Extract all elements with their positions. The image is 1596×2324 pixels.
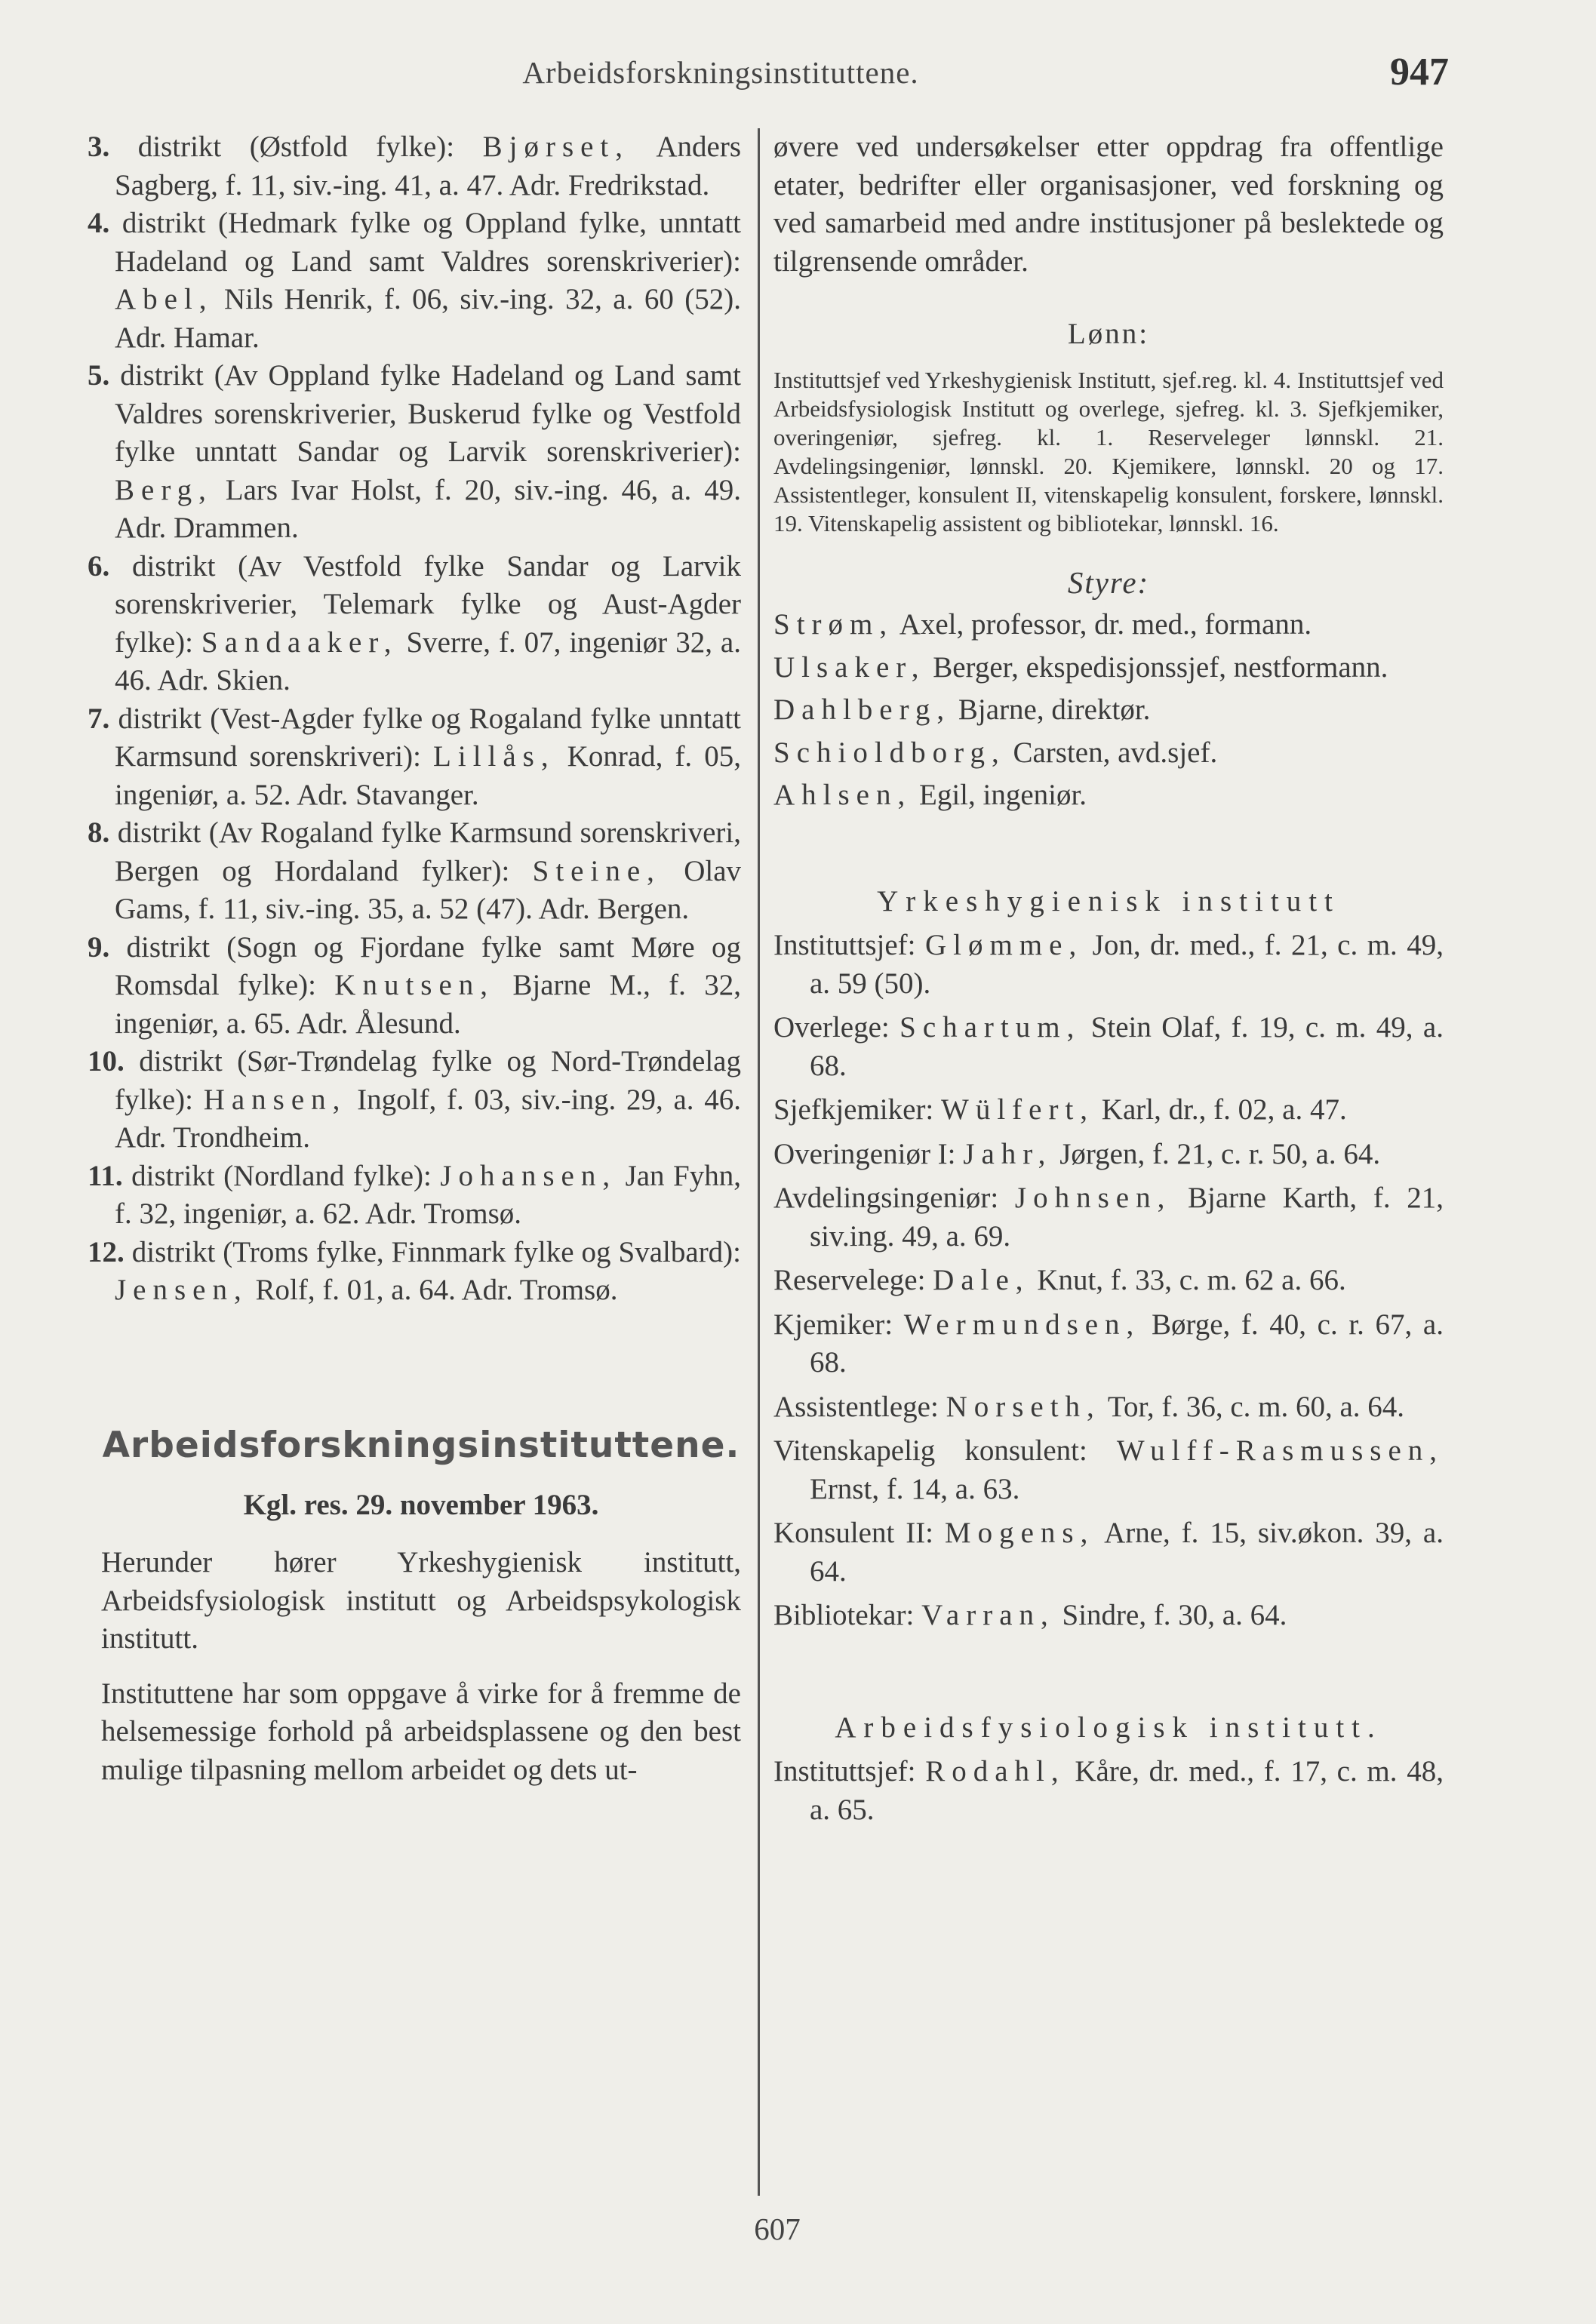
staff-surname: Rodahl, bbox=[925, 1755, 1066, 1788]
district-description: distrikt (Hedmark fylke og Oppland fylke, unntatt Hadeland og Land samt Valdres sorenskriverier): bbox=[115, 207, 742, 278]
staff-surname: Mogens, bbox=[944, 1517, 1095, 1549]
district-description: distrikt (Østfold fylke): bbox=[137, 131, 483, 163]
staff-surname: Wülfert, bbox=[941, 1093, 1095, 1126]
inspector-details: Ingolf, f. 03, siv.-ing. 29, a. 46. Adr. Trondheim. bbox=[115, 1083, 741, 1154]
inspector-surname: Johansen, bbox=[440, 1159, 617, 1192]
staff-details: Arne, f. 15, siv.økon. 39, a. 64. bbox=[810, 1517, 1444, 1588]
staff-surname: Jahr, bbox=[963, 1137, 1053, 1170]
board-list bbox=[773, 606, 1444, 815]
intro-paragraph: Herunder hører Yrkeshygienisk institutt, Arbeidsfysiologisk institutt og Arbeidspsykologisk institutt. bbox=[101, 1546, 741, 1655]
district-description: distrikt (Sogn og Fjordane fylke samt Møre og Romsdal fylke): bbox=[115, 930, 741, 1001]
institute-heading-yrkeshygienisk: Yrkeshygienisk institutt bbox=[877, 884, 1340, 918]
board-member bbox=[773, 734, 1444, 773]
staff-member bbox=[773, 1091, 1444, 1130]
inspector-surname: Berg, bbox=[115, 473, 213, 506]
staff-role: Kjemiker: bbox=[773, 1308, 904, 1341]
staff-role: Konsulent II: bbox=[773, 1517, 945, 1549]
inspector-details: Anders Sagberg, f. 11, siv.-ing. 41, a. 47. Adr. Fredrikstad. bbox=[115, 131, 741, 201]
staff-surname: Dale, bbox=[933, 1264, 1030, 1296]
district-description: distrikt (Nordland fylke): bbox=[131, 1159, 441, 1192]
inspector-surname: Knutsen, bbox=[334, 969, 495, 1001]
board-member-surname: Schioldborg, bbox=[773, 736, 1006, 769]
staff-member bbox=[773, 1753, 1444, 1829]
inspector-surname: Steine, bbox=[532, 854, 661, 887]
institute-heading-arbeidsfysiologisk: Arbeidsfysiologisk institutt. bbox=[835, 1711, 1382, 1744]
district-entry bbox=[88, 1234, 742, 1310]
district-list bbox=[88, 128, 742, 1310]
district-number: 12. bbox=[88, 1235, 125, 1268]
royal-decree: Kgl. res. 29. november 1963. bbox=[243, 1488, 599, 1521]
district-number: 10. bbox=[88, 1045, 125, 1077]
board-member bbox=[773, 649, 1444, 687]
board-member-details: Berger, ekspedisjonssjef, nestformann. bbox=[925, 650, 1388, 684]
staff-role: Overingeniør I: bbox=[773, 1137, 964, 1170]
board-member bbox=[773, 776, 1444, 815]
inspector-details: Olav Gams, f. 11, siv.-ing. 35, a. 52 (47). Adr. Bergen. bbox=[115, 854, 741, 925]
inspector-surname: Sandaaker, bbox=[201, 626, 398, 659]
district-entry bbox=[88, 700, 741, 815]
inspector-details: Konrad, f. 05, ingeniør, a. 52. Adr. Stavanger. bbox=[115, 740, 741, 811]
district-description: distrikt (Sør-Trøndelag fylke og Nord-Trøndelag fylke): bbox=[115, 1045, 741, 1116]
staff-details: Sindre, f. 30, a. 64. bbox=[1054, 1599, 1287, 1631]
inspector-surname: Bjørset, bbox=[482, 131, 630, 163]
staff-surname: Schartum, bbox=[899, 1011, 1081, 1044]
inspector-surname: Lillås, bbox=[433, 740, 555, 773]
staff-role: Assistentlege: bbox=[773, 1390, 946, 1423]
district-entry bbox=[88, 204, 742, 357]
district-number: 5. bbox=[88, 359, 110, 392]
staff-details: Karl, dr., f. 02, a. 47. bbox=[1094, 1093, 1347, 1126]
inspector-details: Sverre, f. 07, ingeniør 32, a. 46. Adr. Skien. bbox=[115, 626, 741, 696]
staff-role: Instituttsjef: bbox=[773, 929, 925, 961]
staff-member bbox=[773, 1262, 1444, 1300]
inspector-details: Lars Ivar Holst, f. 20, siv.-ing. 46, a. 49. Adr. Drammen. bbox=[115, 473, 741, 544]
district-description: distrikt (Av Vestfold fylke Sandar og Larvik sorenskriverier, Telemark fylke og Aust-Agder fylke): bbox=[115, 549, 741, 659]
district-description: distrikt (Troms fylke, Finnmark fylke og Svalbard): bbox=[131, 1235, 742, 1268]
inspector-surname: Hansen, bbox=[203, 1083, 347, 1116]
page-header-title: Arbeidsforskningsinstituttene. bbox=[522, 55, 919, 90]
district-number: 3. bbox=[88, 131, 110, 163]
footer-page-number: 607 bbox=[754, 2212, 801, 2246]
district-number: 4. bbox=[88, 207, 110, 239]
staff-member bbox=[773, 1306, 1444, 1382]
district-entry bbox=[88, 929, 741, 1044]
staff-member bbox=[773, 1514, 1444, 1591]
staff-role: Bibliotekar: bbox=[773, 1599, 922, 1631]
purpose-paragraph: Instituttene har som oppgave å virke for å fremme de helsemessige forhold på arbeidsplassene og den best mulige tilpasning mellom arbeidet og dets ut- bbox=[101, 1677, 741, 1786]
staff-details: Jørgen, f. 21, c. r. 50, a. 64. bbox=[1052, 1137, 1381, 1170]
board-member-details: Carsten, avd.sjef. bbox=[1005, 736, 1218, 769]
district-entry bbox=[88, 548, 741, 700]
district-entry bbox=[88, 814, 742, 929]
staff-role: Vitenskapelig konsulent: bbox=[773, 1434, 1117, 1467]
staff-member bbox=[773, 927, 1444, 1003]
staff-details: Kåre, dr. med., f. 17, c. m. 48, a. 65. bbox=[810, 1755, 1444, 1826]
staff-surname: Wulff-Rasmussen, bbox=[1116, 1434, 1444, 1467]
staff-member bbox=[773, 1009, 1444, 1085]
staff-list-yrkeshygienisk bbox=[773, 927, 1444, 1635]
staff-details: Ernst, f. 14, a. 63. bbox=[810, 1472, 1020, 1505]
salary-label: Lønn: bbox=[1067, 318, 1150, 350]
staff-surname: Wermundsen, bbox=[903, 1308, 1141, 1341]
board-label: Styre: bbox=[1067, 564, 1150, 600]
staff-surname: Glømme, bbox=[924, 929, 1084, 961]
staff-role: Avdelingsingeniør: bbox=[773, 1182, 1015, 1214]
inspector-surname: Abel, bbox=[115, 283, 214, 315]
staff-role: Overlege: bbox=[773, 1011, 900, 1044]
district-entry bbox=[88, 1043, 741, 1157]
staff-details: Jon, dr. med., f. 21, c. m. 49, a. 59 (50). bbox=[810, 929, 1444, 1000]
inspector-details: Rolf, f. 01, a. 64. Adr. Tromsø. bbox=[248, 1274, 618, 1306]
district-number: 6. bbox=[88, 549, 110, 583]
board-member-surname: Ulsaker, bbox=[773, 650, 926, 684]
right-column bbox=[773, 128, 1444, 1829]
purpose-continuation: øvere ved undersøkelser etter oppdrag fra offentlige etater, bedrifter eller organisasjoner, ved forskning og ved samarbeid med andre institusjoner på beslektede og tilgrensende områder. bbox=[773, 131, 1444, 278]
staff-member bbox=[773, 1388, 1444, 1427]
inspector-surname: Jensen, bbox=[115, 1274, 248, 1306]
staff-details: Stein Olaf, f. 19, c. m. 49, a. 68. bbox=[810, 1011, 1444, 1082]
district-description: distrikt (Vest-Agder fylke og Rogaland fylke unntatt Karmsund sorenskriveri): bbox=[115, 702, 741, 773]
staff-details: Tor, f. 36, c. m. 60, a. 64. bbox=[1100, 1390, 1405, 1423]
staff-member bbox=[773, 1597, 1444, 1635]
board-member-surname: Dahlberg, bbox=[773, 693, 952, 726]
district-number: 11. bbox=[88, 1159, 123, 1192]
staff-role: Sjefkjemiker: bbox=[773, 1093, 942, 1126]
staff-role: Reservelege: bbox=[773, 1264, 933, 1296]
staff-details: Bjarne Karth, f. 21, siv.ing. 49, a. 69. bbox=[810, 1182, 1444, 1253]
board-member-details: Axel, professor, dr. med., formann. bbox=[893, 608, 1312, 641]
column-divider bbox=[758, 128, 760, 2196]
district-description: distrikt (Av Rogaland fylke Karmsund sorenskriveri, Bergen og Hordaland fylker): bbox=[115, 816, 742, 887]
district-number: 7. bbox=[88, 702, 110, 735]
board-member-surname: Ahlsen, bbox=[773, 779, 912, 811]
staff-member bbox=[773, 1179, 1444, 1256]
page-number: 947 bbox=[1390, 51, 1449, 94]
district-entry bbox=[88, 1157, 741, 1234]
salary-text: Instituttsjef ved Yrkeshygienisk Institutt, sjef.reg. kl. 4. Instituttsjef ved Arbeidsfysiologisk Institutt og overlege, sjefreg. kl. 3. Sjefkjemiker, overingeniør, sjefreg. kl. 1. Reserveleger lønnskl. 21. Avdelingsingeniør, lønnskl. 20. Kjemikere, lønnskl. 20 og 17. Assistentleger, konsulent II, vitenskapelig konsulent, forskere, lønnskl. 19. Vitenskapelig assistent og bibliotekar, lønnskl. 16. bbox=[773, 366, 1444, 536]
district-description: distrikt (Av Oppland fylke Hadeland og Land samt Valdres sorenskriverier, Buskerud fylke og Vestfold fylke unntatt Sandar og Larvik sorenskriverier): bbox=[115, 359, 741, 468]
inspector-details: Bjarne M., f. 32, ingeniør, a. 65. Adr. Ålesund. bbox=[115, 969, 741, 1040]
section-heading: Arbeidsforskningsinstituttene. bbox=[102, 1424, 740, 1466]
left-column bbox=[88, 128, 742, 1789]
district-entry bbox=[88, 357, 741, 548]
staff-list-arbeidsfysiologisk bbox=[773, 1753, 1444, 1829]
staff-details: Knut, f. 33, c. m. 62 a. 66. bbox=[1029, 1264, 1346, 1296]
staff-surname: Johnsen, bbox=[1014, 1182, 1172, 1214]
staff-details: Børge, f. 40, c. r. 67, a. 68. bbox=[810, 1308, 1444, 1379]
board-member bbox=[773, 691, 1444, 730]
board-member bbox=[773, 606, 1444, 644]
board-member-surname: Strøm, bbox=[773, 608, 894, 641]
staff-surname: Varran, bbox=[921, 1599, 1055, 1631]
staff-role: Instituttsjef: bbox=[773, 1755, 926, 1788]
district-entry bbox=[88, 128, 741, 204]
staff-member bbox=[773, 1136, 1444, 1174]
board-member-details: Egil, ingeniør. bbox=[912, 779, 1087, 811]
district-number: 8. bbox=[88, 816, 110, 849]
district-number: 9. bbox=[88, 930, 110, 964]
board-member-details: Bjarne, direktør. bbox=[951, 693, 1151, 726]
staff-member bbox=[773, 1432, 1444, 1508]
staff-surname: Norseth, bbox=[946, 1390, 1101, 1423]
inspector-details: Nils Henrik, f. 06, siv.-ing. 32, a. 60 (52). Adr. Hamar. bbox=[115, 283, 741, 354]
inspector-details: Jan Fyhn, f. 32, ingeniør, a. 62. Adr. Tromsø. bbox=[115, 1159, 741, 1230]
